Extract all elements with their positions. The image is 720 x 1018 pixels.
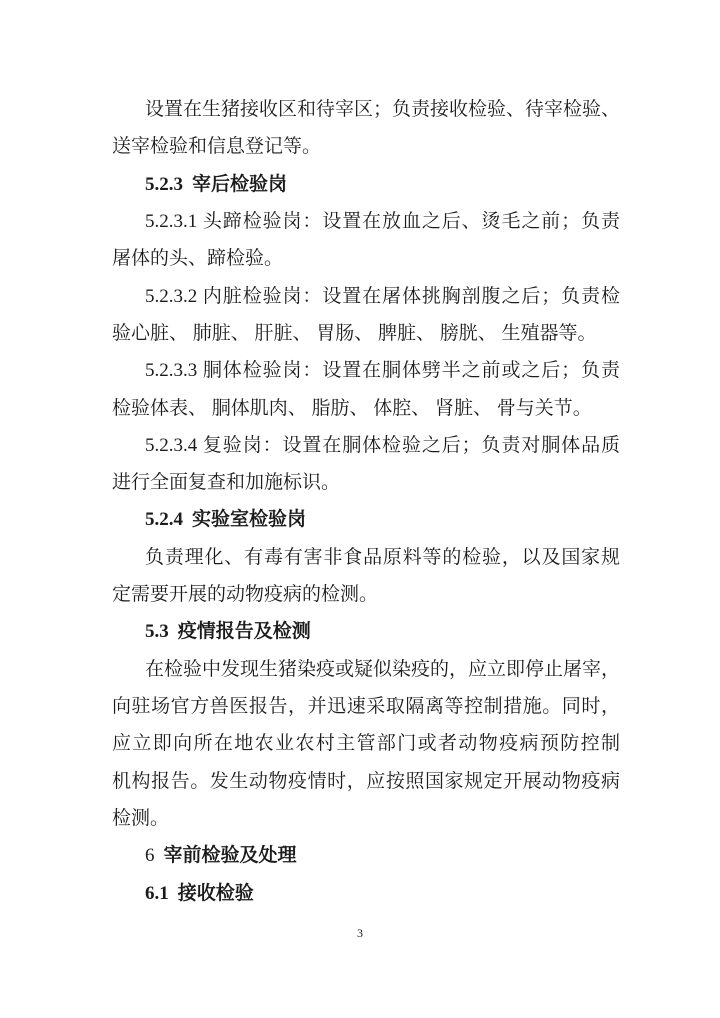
heading-5-3 [112, 613, 620, 650]
body-line-13: 负责理化、有毒有害非食品原料等的检验，以及国家规 [145, 546, 620, 568]
body-line-20: 检测。 [112, 807, 170, 829]
body-line-14: 定需要开展的动物疫病的检测。 [112, 584, 379, 606]
heading-5-2-4 [112, 501, 620, 538]
body-line-9: 检验体表、 胴体肌肉、 脂肪、 体腔、 肾脏、 骨与关节。 [112, 397, 592, 419]
body-line-16: 在检验中发现生猪染疫或疑似染疫的，应立即停止屠宰， [145, 658, 621, 680]
body-line-4: 5.2.3.1 头蹄检验岗：设置在放血之后、烫毛之前；负责 [145, 210, 620, 232]
heading-title: 宰前检验及处理 [163, 845, 297, 867]
heading-title: 疫情报告及检测 [177, 621, 311, 643]
body-line-6: 5.2.3.2 内脏检验岗：设置在屠体挑胸剖腹之后；负责检 [145, 285, 620, 307]
heading-title: 接收检验 [177, 882, 254, 904]
body-line-11: 进行全面复查和加施标识。 [112, 472, 341, 494]
heading-number: 6 [145, 845, 155, 867]
page-number: 3 [357, 926, 363, 940]
body-line-8: 5.2.3.3 胴体检验岗：设置在胴体劈半之前或之后；负责 [145, 360, 620, 382]
heading-title: 实验室检验岗 [192, 509, 307, 531]
heading-6-1 [112, 875, 620, 912]
heading-5-2-3 [112, 166, 620, 203]
heading-6 [112, 837, 620, 874]
heading-number: 5.2.4 [145, 509, 183, 531]
body-line-2: 送宰检验和信息登记等。 [112, 136, 322, 158]
body-line-17: 向驻场官方兽医报告，并迅速采取隔离等控制措施。同时， [112, 696, 620, 717]
heading-number: 6.1 [145, 882, 169, 904]
heading-number: 5.2.3 [145, 173, 183, 195]
body-line-5: 屠体的头、蹄检验。 [112, 248, 284, 270]
body-line-18: 应立即向所在地农业农村主管部门或者动物疫病预防控制 [112, 733, 620, 755]
body-line-1: 设置在生猪接收区和待宰区；负责接收检验、待宰检验、 [145, 99, 621, 120]
heading-title: 宰后检验岗 [192, 173, 288, 195]
body-line-10: 5.2.3.4 复验岗：设置在胴体检验之后；负责对胴体品质 [145, 434, 620, 456]
document-body [112, 91, 620, 912]
body-line-19: 机构报告。发生动物疫情时，应按照国家规定开展动物疫病 [112, 770, 620, 792]
heading-number: 5.3 [145, 621, 169, 643]
body-line-7: 验心脏、 肺脏、 肝脏、 胃肠、 脾脏、 膀胱、 生殖器等。 [112, 322, 597, 344]
